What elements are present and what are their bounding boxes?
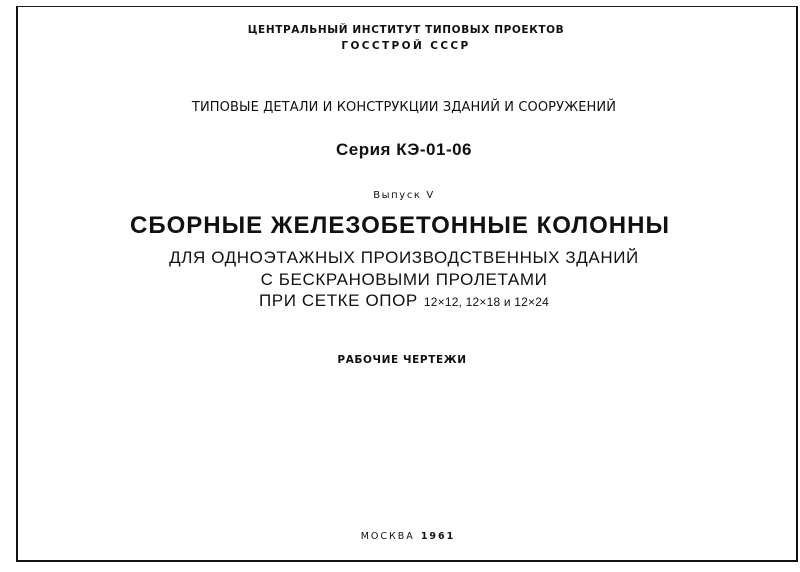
publication-year: 1961 (420, 531, 456, 542)
organization-name: ГОССТРОЙ СССР (341, 40, 471, 52)
document-type: РАБОЧИЕ ЧЕРТЕЖИ (337, 354, 467, 366)
subtitle-line-2: С БЕСКРАНОВЫМИ ПРОЛЕТАМИ (260, 270, 548, 289)
issue-number: Выпуск V (373, 190, 435, 201)
subtitle-line-1: ДЛЯ ОДНОЭТАЖНЫХ ПРОИЗВОДСТВЕННЫХ ЗДАНИЙ (169, 248, 639, 267)
publication-city: МОСКВА (360, 531, 415, 542)
document-category: ТИПОВЫЕ ДЕТАЛИ И КОНСТРУКЦИИ ЗДАНИЙ И СООРУЖЕНИЙ (191, 100, 617, 115)
series-number: Серия КЭ-01-06 (335, 140, 473, 159)
subtitle-line-3 (4, 291, 800, 311)
grid-sizes: 12×12, 12×18 и 12×24 (423, 295, 550, 309)
main-title: СБОРНЫЕ ЖЕЛЕЗОБЕТОННЫЕ КОЛОННЫ (130, 212, 670, 239)
subtitle-line-3-text: ПРИ СЕТКЕ ОПОР (258, 291, 418, 310)
institute-name: ЦЕНТРАЛЬНЫЙ ИНСТИТУТ ТИПОВЫХ ПРОЕКТОВ (247, 24, 565, 36)
publication-place (8, 531, 800, 542)
